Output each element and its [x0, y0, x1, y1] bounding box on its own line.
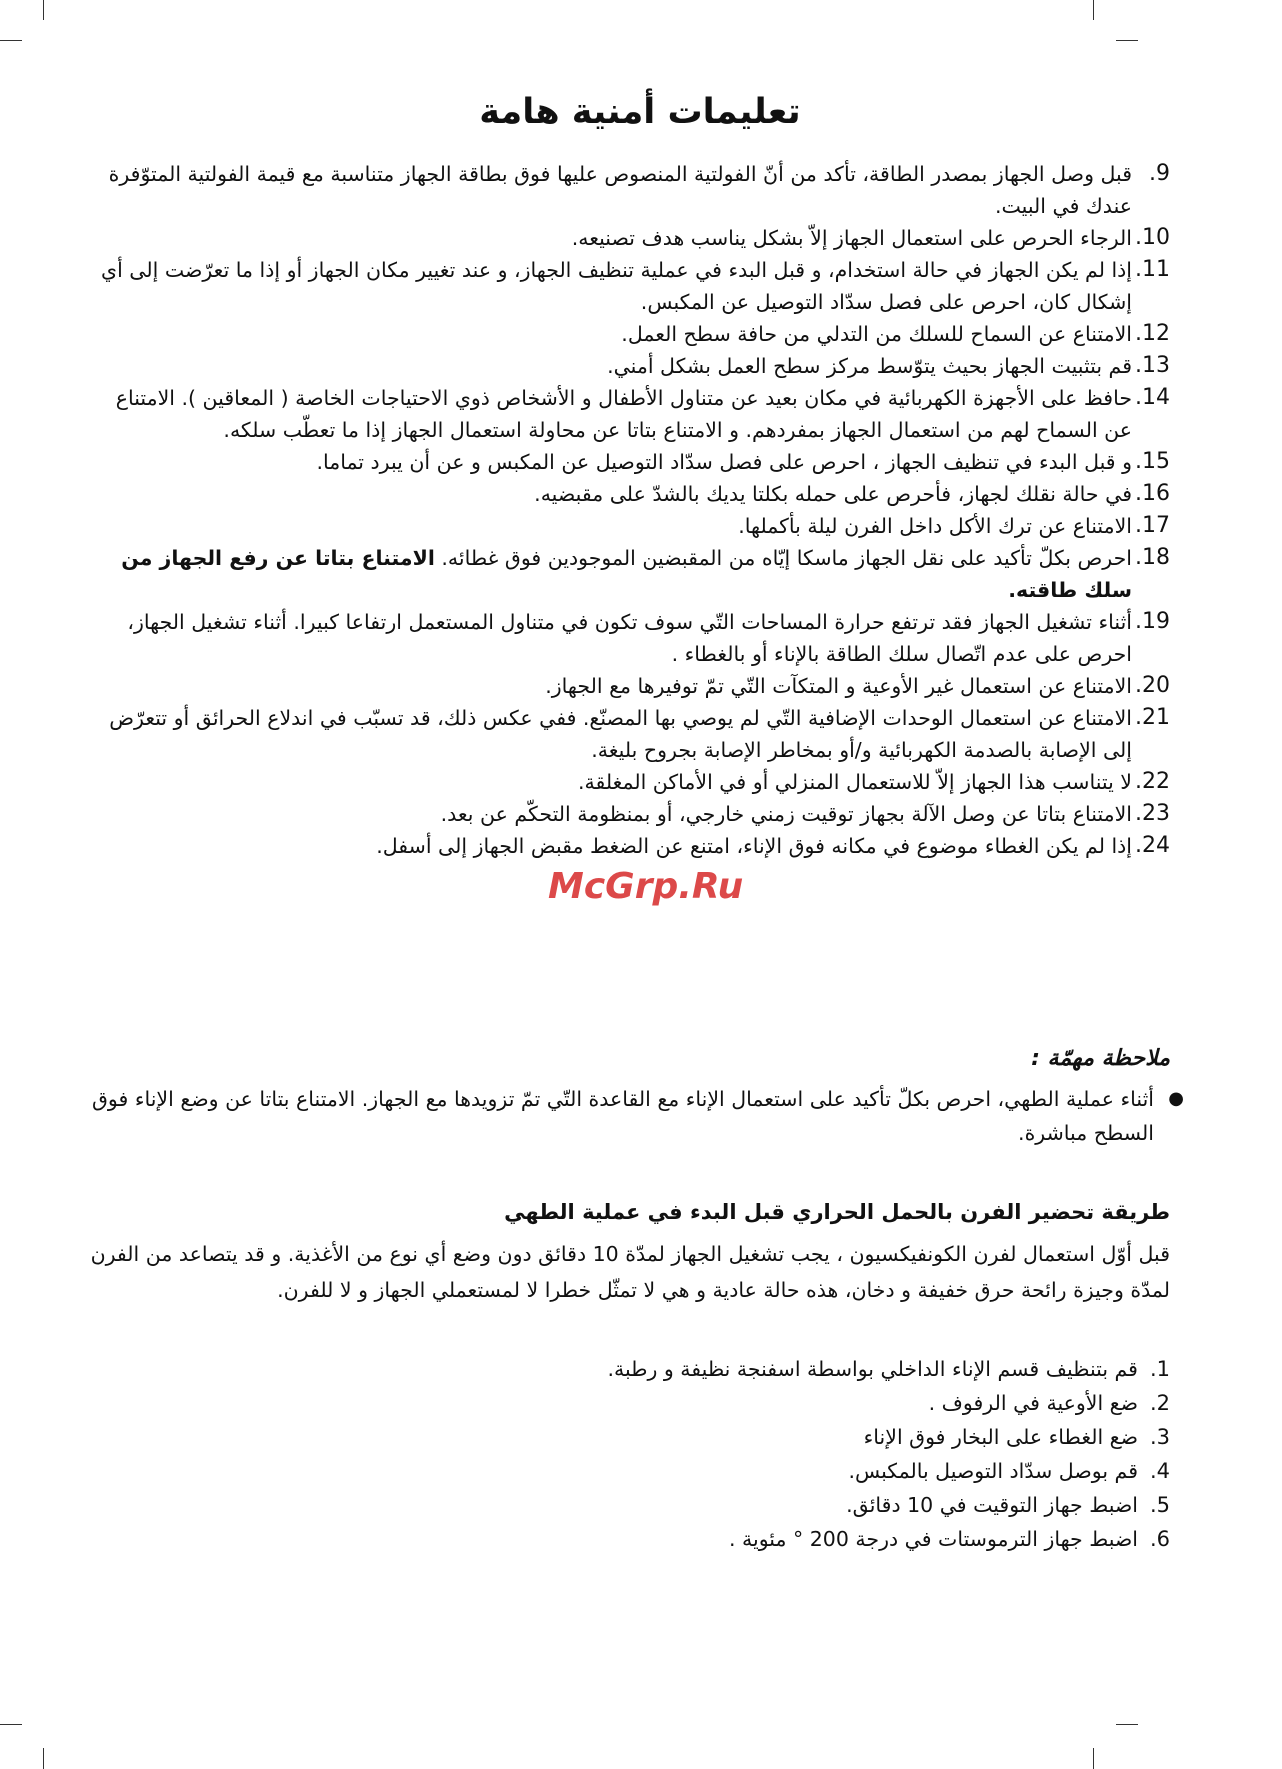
- step-text: قم بوصل سدّاد التوصيل بالمكبس.: [848, 1459, 1138, 1483]
- instruction-text: [90, 318, 1132, 350]
- instruction-text-plain: الامتناع بتاتا عن وصل الآلة بجهاز توقيت زمني خارجي، أو بمنظومة التحكّم عن بعد.: [440, 802, 1132, 826]
- step-text: اضبط جهاز الترموستات في درجة 200 ° مئوية .: [728, 1527, 1138, 1551]
- page-title: تعليمات أمنية هامة: [479, 92, 801, 132]
- instruction-text-plain: قم بتثبيت الجهاز بحيث يتوّسط مركز سطح العمل بشكل أمني.: [607, 354, 1132, 378]
- prep-title: طريقة تحضير الفرن بالحمل الحراري قبل البدء في عملية الطهي: [504, 1200, 1170, 1224]
- instruction-text: [90, 350, 1132, 382]
- instruction-text-plain: قبل وصل الجهاز بمصدر الطاقة، تأكد من أنّ الفولتية المنصوص عليها فوق بطاقة الجهاز متناسبة مع قيمة الفولتية المتوّفرة عندك في البيت.: [108, 162, 1132, 218]
- step-number: 2.: [1149, 1391, 1170, 1415]
- instruction-item: [90, 158, 1170, 222]
- prep-step: [90, 1386, 1170, 1420]
- step-text: قم بتنظيف قسم الإناء الداخلي بواسطة اسفنجة نظيفة و رطبة.: [607, 1357, 1138, 1381]
- instruction-number: 23.: [1135, 801, 1170, 826]
- instruction-number: 19.: [1135, 609, 1170, 634]
- instruction-item: [90, 798, 1170, 830]
- instruction-number: 15.: [1135, 449, 1170, 474]
- instruction-text-bold: الامتناع بتاتا عن رفع الجهاز من سلك طاقته.: [121, 546, 1132, 602]
- prep-step: [90, 1454, 1170, 1488]
- instruction-text: [90, 830, 1132, 862]
- instruction-item: [90, 446, 1170, 478]
- instruction-number: 24.: [1135, 833, 1170, 858]
- instruction-text: [90, 446, 1132, 478]
- instruction-number: 14.: [1135, 385, 1170, 410]
- instruction-text-plain: في حالة نقلك لجهاز، فأحرص على حمله بكلتا يديك بالشدّ على مقبضيه.: [534, 482, 1132, 506]
- crop-mark: [1093, 1748, 1094, 1769]
- instruction-text-plain: لا يتناسب هذا الجهاز إلاّ للاستعمال المنزلي أو في الأماكن المغلقة.: [577, 770, 1132, 794]
- instruction-text-plain: إذا لم يكن الجهاز في حالة استخدام، و قبل البدء في عملية تنظيف الجهاز، و عند تغيير مكان الجهاز أو إذا ما تعرّضت إلى أي إشكال كان، احرص على فصل سدّاد التوصيل عن المكبس.: [101, 258, 1132, 314]
- crop-mark: [1116, 1724, 1138, 1725]
- instruction-number: 21.: [1135, 705, 1170, 730]
- step-number: 3.: [1149, 1425, 1170, 1449]
- crop-mark: [1093, 0, 1094, 20]
- instruction-item: [90, 254, 1170, 318]
- instruction-number: 16.: [1135, 481, 1170, 506]
- step-text: ضع الغطاء على البخار فوق الإناء: [863, 1425, 1138, 1449]
- instruction-text-plain: الامتناع عن ترك الأكل داخل الفرن ليلة بأكملها.: [738, 514, 1132, 538]
- prep-paragraph: قبل أوّل استعمال لفرن الكونفيكسيون ، يجب تشغيل الجهاز لمدّة 10 دقائق دون وضع أي نوع من الأغذية. و قد يتصاعد من الفرن لمدّة وجيزة رائحة حرق خفيفة و دخان، هذه حالة عادية و هي لا تمثّل خطرا لا لمستعملي الجهاز و لا للفرن.: [90, 1242, 1170, 1302]
- instruction-text: [90, 254, 1132, 318]
- instruction-text: [90, 158, 1132, 222]
- instruction-item: [90, 670, 1170, 702]
- instruction-item: [90, 478, 1170, 510]
- instruction-number: 18.: [1135, 545, 1170, 570]
- instruction-text-plain: احرص بكلّ تأكيد على نقل الجهاز ماسكا إيّاه من المقبضين الموجودين فوق غطائه.: [434, 546, 1132, 570]
- crop-mark: [0, 1724, 22, 1725]
- instruction-number: 12.: [1135, 321, 1170, 346]
- instruction-number: 9.: [1149, 161, 1170, 186]
- instruction-text: [90, 542, 1132, 606]
- instruction-number: 11.: [1135, 257, 1170, 282]
- instruction-text-plain: أثناء تشغيل الجهاز فقد ترتفع حرارة المساحات التّي سوف تكون في متناول المستعمل ارتفاعا كبيرا. أثناء تشغيل الجهاز، احرص على عدم اتّصال سلك الطاقة بالإناء أو بالغطاء .: [127, 610, 1132, 666]
- instruction-text-plain: الرجاء الحرص على استعمال الجهاز إلاّ بشكل يناسب هدف تصنيعه.: [571, 226, 1132, 250]
- instruction-text-plain: و قبل البدء في تنظيف الجهاز ، احرص على فصل سدّاد التوصيل عن المكبس و عن أن يبرد تماما.: [316, 450, 1132, 474]
- instruction-text: [90, 766, 1132, 798]
- crop-mark: [1116, 40, 1138, 41]
- note-title: ملاحظة مهمّة :: [1031, 1046, 1170, 1071]
- prep-step: [90, 1352, 1170, 1386]
- safety-instructions-list: [90, 158, 1170, 862]
- bullet-icon: ●: [1168, 1088, 1184, 1109]
- prep-step: [90, 1522, 1170, 1556]
- instruction-number: 20.: [1135, 673, 1170, 698]
- instruction-item: [90, 222, 1170, 254]
- step-number: 6.: [1149, 1527, 1170, 1551]
- instruction-item: [90, 318, 1170, 350]
- instruction-item: [90, 766, 1170, 798]
- instruction-text: [90, 702, 1132, 766]
- instruction-item: [90, 702, 1170, 766]
- instruction-number: 10.: [1135, 225, 1170, 250]
- instruction-item: [90, 510, 1170, 542]
- watermark: McGrp.Ru: [548, 866, 744, 907]
- instruction-text: [90, 606, 1132, 670]
- note-text: أثناء عملية الطهي، احرص بكلّ تأكيد على استعمال الإناء مع القاعدة التّي تمّ تزويدها مع الجهاز. الامتناع بتاتا عن وضع الإناء فوق السطح مباشرة.: [92, 1087, 1154, 1145]
- instruction-number: 13.: [1135, 353, 1170, 378]
- instruction-text-plain: حافظ على الأجهزة الكهربائية في مكان بعيد عن متناول الأطفال و الأشخاص ذوي الاحتياجات الخاصة ( المعاقين ). الامتناع عن السماح لهم من استعمال الجهاز بمفردهم. و الامتناع بتاتا عن محاولة استعمال الجهاز إذا ما تعطّب سلكه.: [115, 386, 1132, 442]
- instruction-item: [90, 542, 1170, 606]
- step-text: اضبط جهاز التوقيت في 10 دقائق.: [846, 1493, 1138, 1517]
- instruction-item: [90, 350, 1170, 382]
- crop-mark: [0, 40, 22, 41]
- prep-steps-list: [90, 1352, 1170, 1556]
- instruction-item: [90, 606, 1170, 670]
- instruction-text-plain: الامتناع عن استعمال الوحدات الإضافية التّي لم يوصي بها المصنّع. ففي عكس ذلك، قد تسبّب في اندلاع الحرائق أو تتعرّض إلى الإصابة بالصدمة الكهربائية و/أو بمخاطر الإصابة بجروح بليغة.: [109, 706, 1132, 762]
- note-item: [90, 1082, 1190, 1150]
- instruction-text: [90, 510, 1132, 542]
- instruction-item: [90, 382, 1170, 446]
- instruction-text: [90, 222, 1132, 254]
- step-number: 5.: [1149, 1493, 1170, 1517]
- step-number: 1.: [1149, 1357, 1170, 1381]
- instruction-number: 22.: [1135, 769, 1170, 794]
- step-text: ضع الأوعية في الرفوف .: [928, 1391, 1138, 1415]
- instruction-text-plain: إذا لم يكن الغطاء موضوع في مكانه فوق الإناء، امتنع عن الضغط مقبض الجهاز إلى أسفل.: [376, 834, 1132, 858]
- instruction-text: [90, 798, 1132, 830]
- instruction-text: [90, 382, 1132, 446]
- prep-step: [90, 1420, 1170, 1454]
- instruction-text-plain: الامتناع عن استعمال غير الأوعية و المتكآت التّي تمّ توفيرها مع الجهاز.: [545, 674, 1132, 698]
- instruction-text-plain: الامتناع عن السماح للسلك من التدلي من حافة سطح العمل.: [621, 322, 1132, 346]
- crop-mark: [43, 1748, 44, 1769]
- step-number: 4.: [1149, 1459, 1170, 1483]
- instruction-text: [90, 670, 1132, 702]
- instruction-text: [90, 478, 1132, 510]
- instruction-number: 17.: [1135, 513, 1170, 538]
- instruction-item: [90, 830, 1170, 862]
- crop-mark: [43, 0, 44, 20]
- prep-step: [90, 1488, 1170, 1522]
